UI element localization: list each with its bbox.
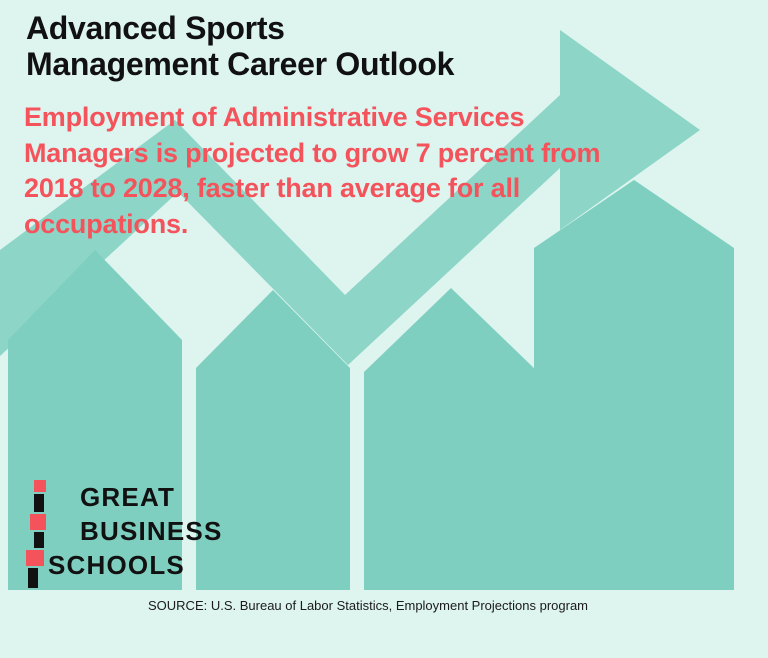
page-title [26, 10, 646, 82]
headline-text: Employment of Administrative Services Managers is projected to grow 7 percent from 2018 to 2028, faster than average for all occupations. [24, 102, 601, 239]
brand-logo[interactable] [26, 478, 223, 590]
logo-line-2: BUSINESS [80, 516, 223, 546]
logo-line-3: SCHOOLS [48, 550, 185, 580]
page-title-line-2: Management Career Outlook [26, 46, 455, 83]
logo-line-1: GREAT [80, 482, 176, 512]
source-caption: SOURCE: U.S. Bureau of Labor Statistics, Employment Projections program [148, 598, 589, 613]
page-title-line-1: Advanced Sports [26, 10, 285, 46]
